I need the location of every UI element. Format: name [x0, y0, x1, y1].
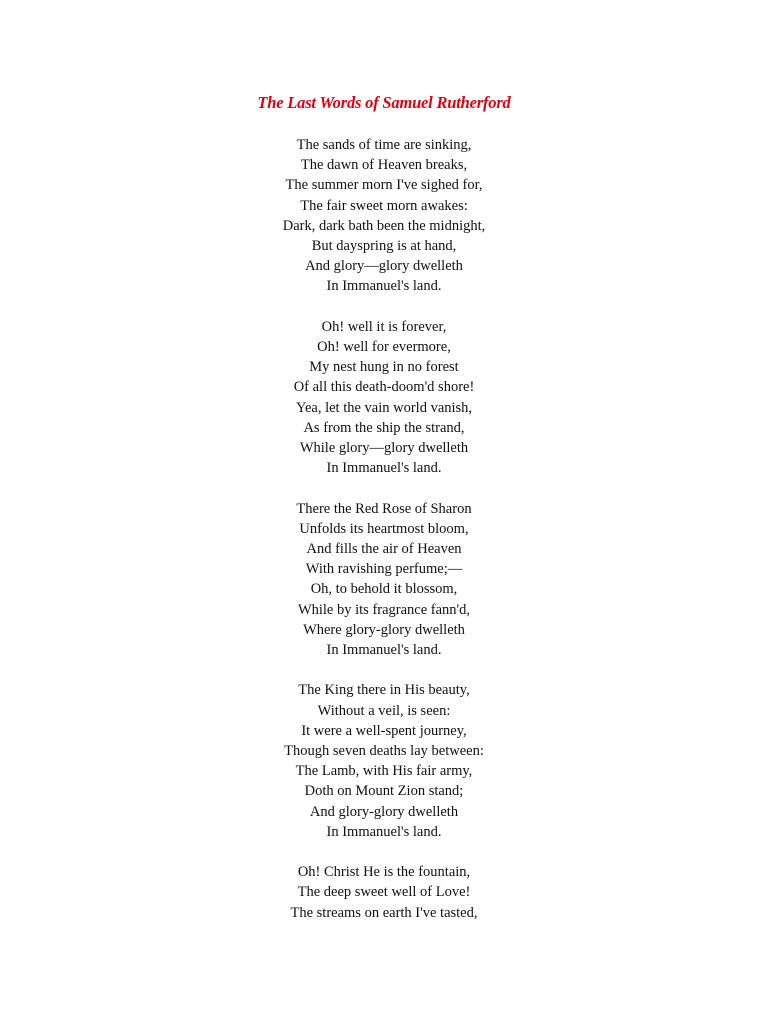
- poem-line: Oh, to behold it blossom,: [310, 581, 458, 598]
- poem-line: And glory-glory dwelleth: [309, 803, 459, 820]
- poem-line: Though seven deaths lay between:: [284, 742, 484, 759]
- poem-line: In Immanuel's land.: [326, 460, 442, 477]
- poem-line: Doth on Mount Zion stand;: [304, 783, 464, 800]
- poem-line: With ravishing perfume;—: [305, 561, 463, 578]
- poem-line: Oh! Christ He is the fountain,: [297, 864, 471, 881]
- stanza-5: [0, 862, 768, 923]
- poem-line: The sands of time are sinking,: [296, 137, 472, 153]
- poem-line: Of all this death-doom'd shore!: [293, 379, 475, 396]
- stanza-3: [0, 499, 768, 661]
- poem-line: Where glory-glory dwelleth: [303, 621, 465, 638]
- poem-line: In Immanuel's land.: [326, 641, 442, 658]
- poem-line: And glory—glory dwelleth: [305, 258, 463, 275]
- poem-line: Oh! well it is forever,: [321, 318, 447, 335]
- poem-line: Unfolds its heartmost bloom,: [299, 520, 469, 537]
- poem-body: [0, 135, 768, 943]
- poem-line: As from the ship the strand,: [303, 419, 465, 436]
- poem-line: The Lamb, with His fair army,: [295, 763, 473, 780]
- poem-line: It were a well-spent journey,: [301, 722, 467, 739]
- poem-line: But dayspring is at hand,: [311, 237, 457, 254]
- poem-line: In Immanuel's land.: [326, 278, 442, 295]
- poem-line: There the Red Rose of Sharon: [296, 500, 472, 517]
- poem-line: The dawn of Heaven breaks,: [300, 157, 468, 174]
- poem-line: And fills the air of Heaven: [306, 540, 462, 557]
- poem-line: While by its fragrance fann'd,: [297, 601, 471, 618]
- poem-title: The Last Words of Samuel Rutherford: [257, 93, 511, 112]
- poem-line: The summer morn I've sighed for,: [285, 177, 483, 194]
- poem-line: The streams on earth I've tasted,: [290, 904, 478, 921]
- poem-line: Dark, dark bath been the midnight,: [282, 217, 486, 234]
- poem-line: The fair sweet morn awakes:: [300, 197, 468, 214]
- stanza-1: [0, 135, 768, 297]
- poem-line: My nest hung in no forest: [309, 359, 459, 376]
- poem-line: In Immanuel's land.: [326, 823, 442, 840]
- stanza-2: [0, 317, 768, 479]
- poem-line: The King there in His beauty,: [298, 682, 470, 699]
- poem-line: Yea, let the vain world vanish,: [295, 399, 473, 416]
- poem-line: Oh! well for evermore,: [317, 338, 451, 355]
- poem-line: While glory—glory dwelleth: [299, 439, 469, 456]
- poem-line: The deep sweet well of Love!: [297, 884, 471, 901]
- stanza-4: [0, 680, 768, 842]
- poem-line: Without a veil, is seen:: [317, 702, 451, 719]
